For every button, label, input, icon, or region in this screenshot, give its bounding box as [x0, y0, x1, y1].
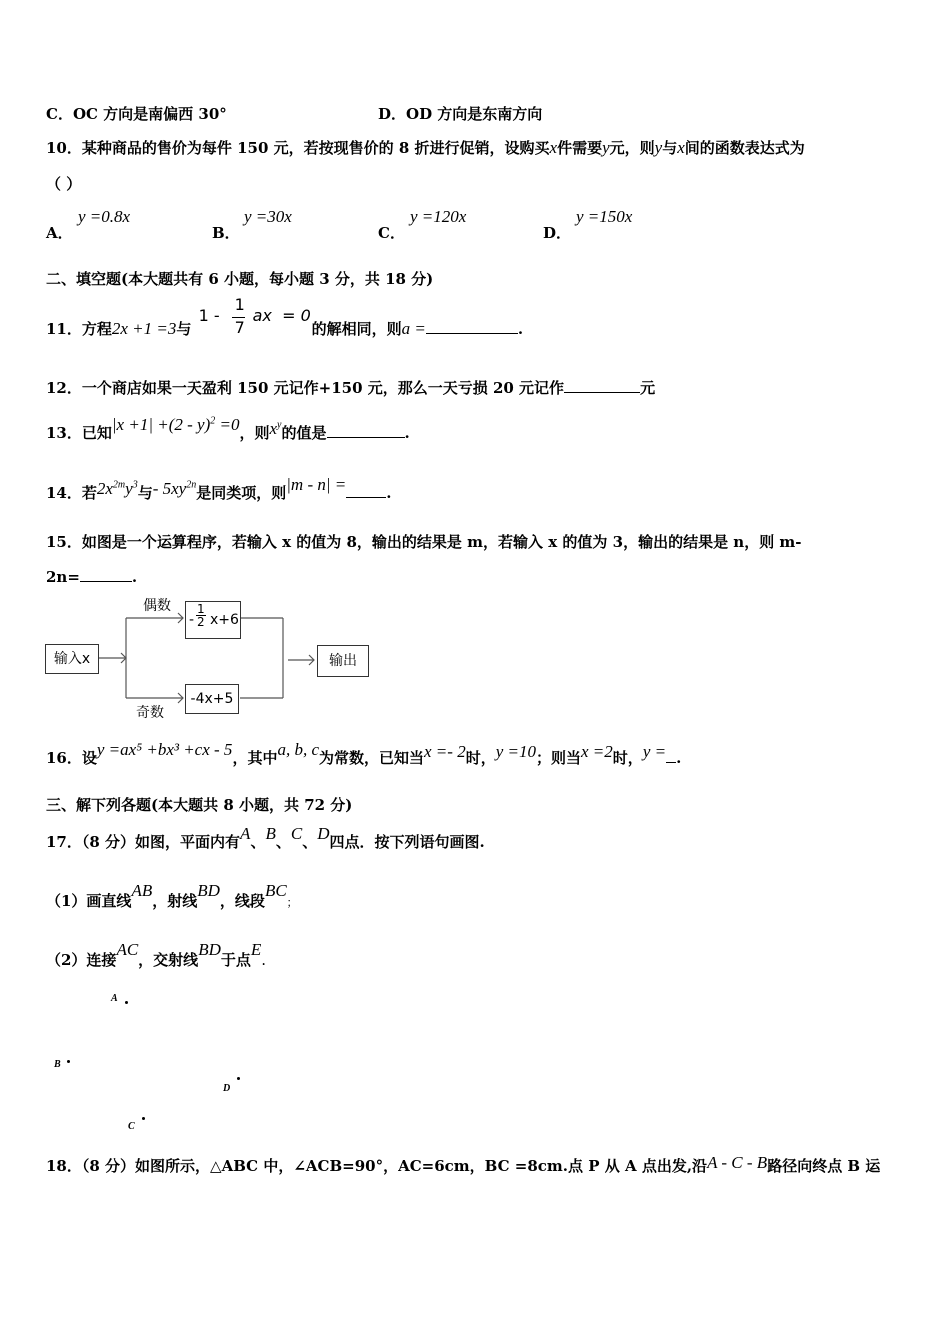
q9-option-c: C．OC 方向是南偏西 30°: [46, 105, 227, 123]
point-d-label: D: [223, 1083, 231, 1094]
point-a-dot: [125, 1001, 128, 1004]
q16: 16．设y =ax⁵ +bx³ +cx - 5，其中a, b, c为常数，已知当x =- 2时，y =10；则当x =2时，y = .: [46, 740, 682, 767]
q10-option-d-expr: y =150x: [576, 207, 633, 226]
q10-paren: （ ）: [46, 175, 82, 193]
q11-answer-blank[interactable]: [426, 319, 518, 334]
q18: 18．（8 分）如图所示，△ABC 中，∠ACB=90°，AC=6cm，BC =8cm.点 P 从 A 点出发,沿A - C - B路径向终点 B 运: [46, 1153, 881, 1175]
q12: 12．一个商店如果一天盈利 150 元记作+150 元，那么一天亏损 20 元记作 元: [46, 379, 656, 397]
q15-line2: 2n= .: [46, 568, 138, 586]
q10-option-c-label: C．: [378, 224, 405, 242]
q15-answer-blank[interactable]: [80, 567, 132, 582]
q11-equation-2: 1 - 1 7 ax = 0: [198, 295, 311, 337]
flowchart-input-box: 输入x: [45, 644, 99, 674]
q10-stem: 10．某种商品的售价为每件 150 元，若按现售价的 8 折进行促销，设购买x件需要y元，则y与x间的函数表达式为: [46, 138, 805, 157]
q17-stem: 17．（8 分）如图，平面内有A、B、C、D四点．按下列语句画图.: [46, 824, 485, 851]
point-a-label: A: [111, 993, 118, 1004]
q10-option-b-label: B．: [212, 224, 240, 242]
q17-step1: （1）画直线AB，射线BD，线段BC；: [46, 881, 298, 910]
q10-option-a-label: A．: [46, 224, 73, 242]
point-c-dot: [142, 1117, 145, 1120]
q15-line1: 15．如图是一个运算程序，若输入 x 的值为 8，输出的结果是 m，若输入 x 的值为 3，输出的结果是 n，则 m-: [46, 533, 802, 551]
q11: 11．方程2x +1 =3与 1 - 1 7 ax = 0 的解相同，则a = .: [46, 295, 524, 338]
q13: 13．已知|x +1| +(2 - y)$^2$ =0，则$x^y$的值是 .: [46, 415, 410, 442]
q17-step2: （2）连接AC，交射线BD于点E.: [46, 940, 267, 969]
q10-option-c-expr: y =120x: [410, 207, 467, 226]
q14-answer-blank[interactable]: [346, 483, 386, 498]
flowchart-even-box: - $\frac{1}{2}$ x+6: [185, 601, 241, 639]
flowchart-even-label: 偶数: [143, 598, 171, 614]
q13-answer-blank[interactable]: [327, 423, 405, 438]
q12-answer-blank[interactable]: [564, 378, 640, 393]
section-2-heading: 二、填空题(本大题共有 6 小题，每小题 3 分，共 18 分): [46, 270, 434, 288]
point-b-dot: [67, 1060, 70, 1063]
flowchart-odd-box: -4x+5: [185, 684, 239, 714]
section-3-heading: 三、解下列各题(本大题共 8 小题，共 72 分): [46, 796, 353, 814]
q10-option-d-label: D．: [543, 224, 572, 242]
q9-option-d: D．OD 方向是东南方向: [378, 105, 543, 123]
q16-answer-blank[interactable]: [666, 748, 676, 763]
flowchart-half-fraction: $\frac{1}{2}$: [197, 602, 205, 629]
point-c-label: C: [128, 1121, 135, 1132]
q14: 14．若$2x^{2m}y^3$与- $5xy^{2n}$是同类项，则|m - n| = .: [46, 475, 392, 502]
q10-option-b-expr: y =30x: [244, 207, 292, 226]
point-d-dot: [237, 1077, 240, 1080]
flowchart-odd-label: 奇数: [136, 705, 164, 721]
point-b-label: B: [54, 1059, 61, 1070]
q10-option-a-expr: y =0.8x: [78, 207, 131, 226]
flowchart-output-box: 输出: [317, 645, 369, 677]
